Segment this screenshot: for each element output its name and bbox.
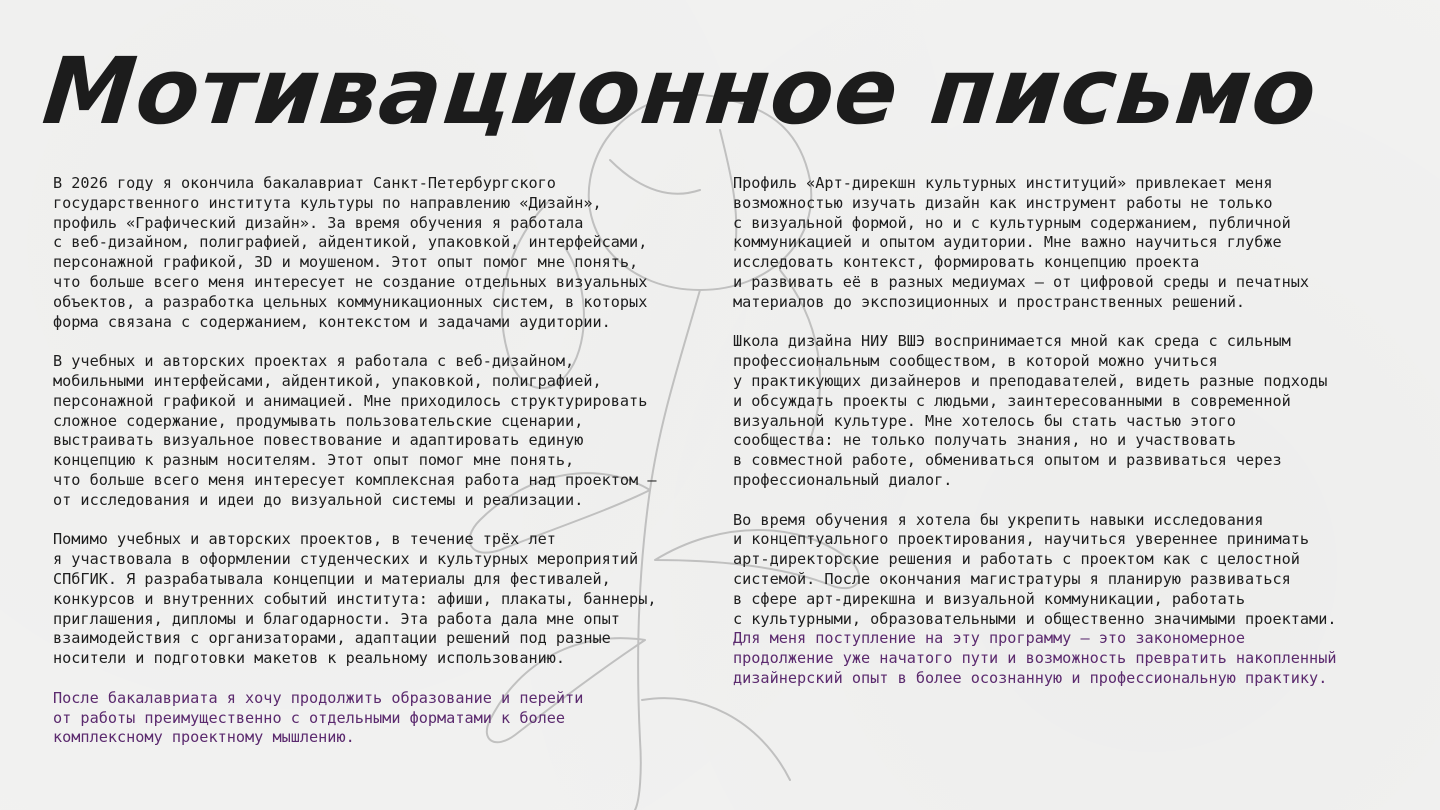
paragraph-school	[733, 332, 1393, 490]
text-line: и развивать её в разных медиумах — от цифровой среды и печатных	[733, 272, 1310, 291]
text-line: государственного института культуры по направлению «Дизайн»,	[53, 193, 602, 212]
text-line: профиль «Графический дизайн». За время обучения я работала	[53, 213, 584, 232]
text-line: что больше всего меня интересует комплексная работа над проектом —	[53, 470, 657, 489]
text-line: Профиль «Арт-дирекшн культурных институций» привлекает меня	[733, 174, 1273, 192]
text-line: в совместной работе, обмениваться опытом и развиваться через	[733, 451, 1282, 470]
text-line: профессиональный диалог.	[733, 470, 953, 489]
text-line: с культурными, образовательными и общественно значимыми проектами.	[733, 609, 1337, 628]
text-line: системой. После окончания магистратуры я планирую развиваться	[733, 569, 1291, 588]
left-text-column	[53, 174, 713, 768]
text-line: от исследования и идеи до визуальной системы и реализации.	[53, 490, 584, 509]
text-line: конкурсов и внутренних событий института: афиши, плакаты, баннеры,	[53, 589, 657, 608]
text-line: арт-директорские решения и работать с проектом как с целостной	[733, 550, 1300, 569]
text-line: исследовать контекст, формировать концепцию проекта	[733, 253, 1200, 272]
text-line: коммуникацией и опытом аудитории. Мне важно научиться глубже	[733, 233, 1282, 252]
text-line: мобильными интерфейсами, айдентикой, упаковкой, полиграфией,	[53, 371, 602, 390]
text-line: персонажной графикой и анимацией. Мне приходилось структурировать	[53, 391, 648, 410]
text-line: что больше всего меня интересует не создание отдельных визуальных	[53, 272, 648, 291]
text-line: приглашения, дипломы и благодарности. Эта работа дала мне опыт	[53, 609, 620, 628]
text-line: профессиональным сообществом, в которой можно учиться	[733, 352, 1218, 371]
text-line: объектов, а разработка цельных коммуникационных систем, в которых	[53, 292, 648, 311]
text-line: В 2026 году я окончила бакалавриат Санкт-Петербургского	[53, 174, 556, 192]
text-line: взаимодействия с организаторами, адаптации решений под разные	[53, 629, 611, 648]
text-line: Для меня поступление на эту программу — это закономерное	[733, 629, 1246, 648]
text-line: В учебных и авторских проектах я работала с веб-дизайном,	[53, 352, 575, 371]
text-line: После бакалавриата я хочу продолжить образование и перейти	[53, 688, 584, 707]
text-line: сообщества: не только получать знания, но и участвовать	[733, 431, 1236, 450]
text-line: я участвовала в оформлении студенческих и культурных мероприятий	[53, 550, 639, 569]
text-line: выстраивать визуальное повествование и адаптировать единую	[53, 431, 584, 450]
paragraph-events	[53, 530, 713, 669]
text-line: с веб-дизайном, полиграфией, айдентикой, упаковкой, интерфейсами,	[53, 233, 648, 252]
text-line: с визуальной формой, но и с культурным содержанием, публичной	[733, 213, 1291, 232]
text-line: дизайнерский опыт в более осознанную и профессиональную практику.	[733, 668, 1328, 687]
text-line: персонажной графикой, 3D и моушеном. Этот опыт помог мне понять,	[53, 253, 639, 272]
text-line: комплексному проектному мышлению.	[53, 728, 355, 747]
text-line: носители и подготовки макетов к реальному использованию.	[53, 649, 566, 668]
text-line: у практикующих дизайнеров и преподавателей, видеть разные подходы	[733, 371, 1328, 390]
right-text-column	[733, 174, 1393, 709]
text-line: СПбГИК. Я разрабатывала концепции и материалы для фестивалей,	[53, 569, 611, 588]
text-line: форма связана с содержанием, контекстом и задачами аудитории.	[53, 312, 611, 331]
text-line: материалов до экспозиционных и пространственных решений.	[733, 292, 1246, 311]
text-line: и концептуального проектирования, научиться увереннее принимать	[733, 530, 1310, 549]
paragraph-goals	[733, 511, 1393, 689]
paragraph-after-bachelor	[53, 689, 713, 748]
page-title: Мотивационное письмо	[38, 38, 1323, 145]
text-line: концепцию к разным носителям. Этот опыт помог мне понять,	[53, 451, 575, 470]
text-line: Школа дизайна НИУ ВШЭ воспринимается мной как среда с сильным	[733, 332, 1291, 351]
text-line: от работы преимущественно с отдельными форматами к более	[53, 708, 566, 727]
text-line: Во время обучения я хотела бы укрепить навыки исследования	[733, 510, 1264, 529]
text-line: Помимо учебных и авторских проектов, в течение трёх лет	[53, 530, 556, 549]
text-line: в сфере арт-дирекшна и визуальной коммуникации, работать	[733, 589, 1246, 608]
text-line: и обсуждать проекты с людьми, заинтересованными в современной	[733, 391, 1291, 410]
text-line: продолжение уже начатого пути и возможность превратить накопленный	[733, 649, 1337, 668]
paragraph-education	[53, 174, 713, 332]
text-line: возможностью изучать дизайн как инструмент работы не только	[733, 193, 1273, 212]
paragraph-projects	[53, 352, 713, 510]
paragraph-profile	[733, 174, 1393, 313]
text-line: визуальной культуре. Мне хотелось бы стать частью этого	[733, 411, 1236, 430]
text-line: сложное содержание, продумывать пользовательские сценарии,	[53, 411, 584, 430]
